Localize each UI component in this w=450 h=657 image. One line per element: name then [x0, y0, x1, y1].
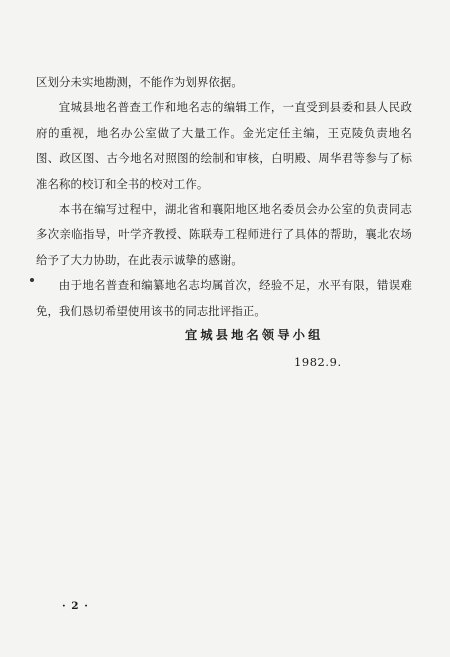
body-text — [36, 70, 412, 324]
paragraph-acknowledgements: 本书在编写过程中，湖北省和襄阳地区地名委员会办公室的负责同志多次亲临指导，叶学齐教授、陈联寿工程师进行了具体的帮助，襄北农场给予了大力协助，在此表示诚挚的感谢。 — [36, 202, 412, 267]
margin-dot — [30, 278, 34, 282]
signature-organization: 宜城县地名领导小组 — [185, 328, 324, 342]
paragraph-editorial-work: 宜城县地名普查工作和地名志的编辑工作，一直受到县委和县人民政府的重视，地名办公室做了大量工作。金光定任主编，王克陵负责地名图、政区图、古今地名对照图的绘制和审核，白明殿、周华君等参与了标准名称的校订和全书的校对工作。 — [36, 100, 412, 191]
paragraph-apology: 由于地名普查和编纂地名志均属首次，经验不足，水平有限，错误难免，我们恳切希望使用该书的同志批评指正。 — [36, 278, 412, 318]
page-number: · 2 · — [62, 600, 89, 612]
signature-date: 1982.9. — [294, 355, 342, 369]
paragraph-continuation: 区划分未实地勘测，不能作为划界依据。 — [36, 75, 243, 89]
